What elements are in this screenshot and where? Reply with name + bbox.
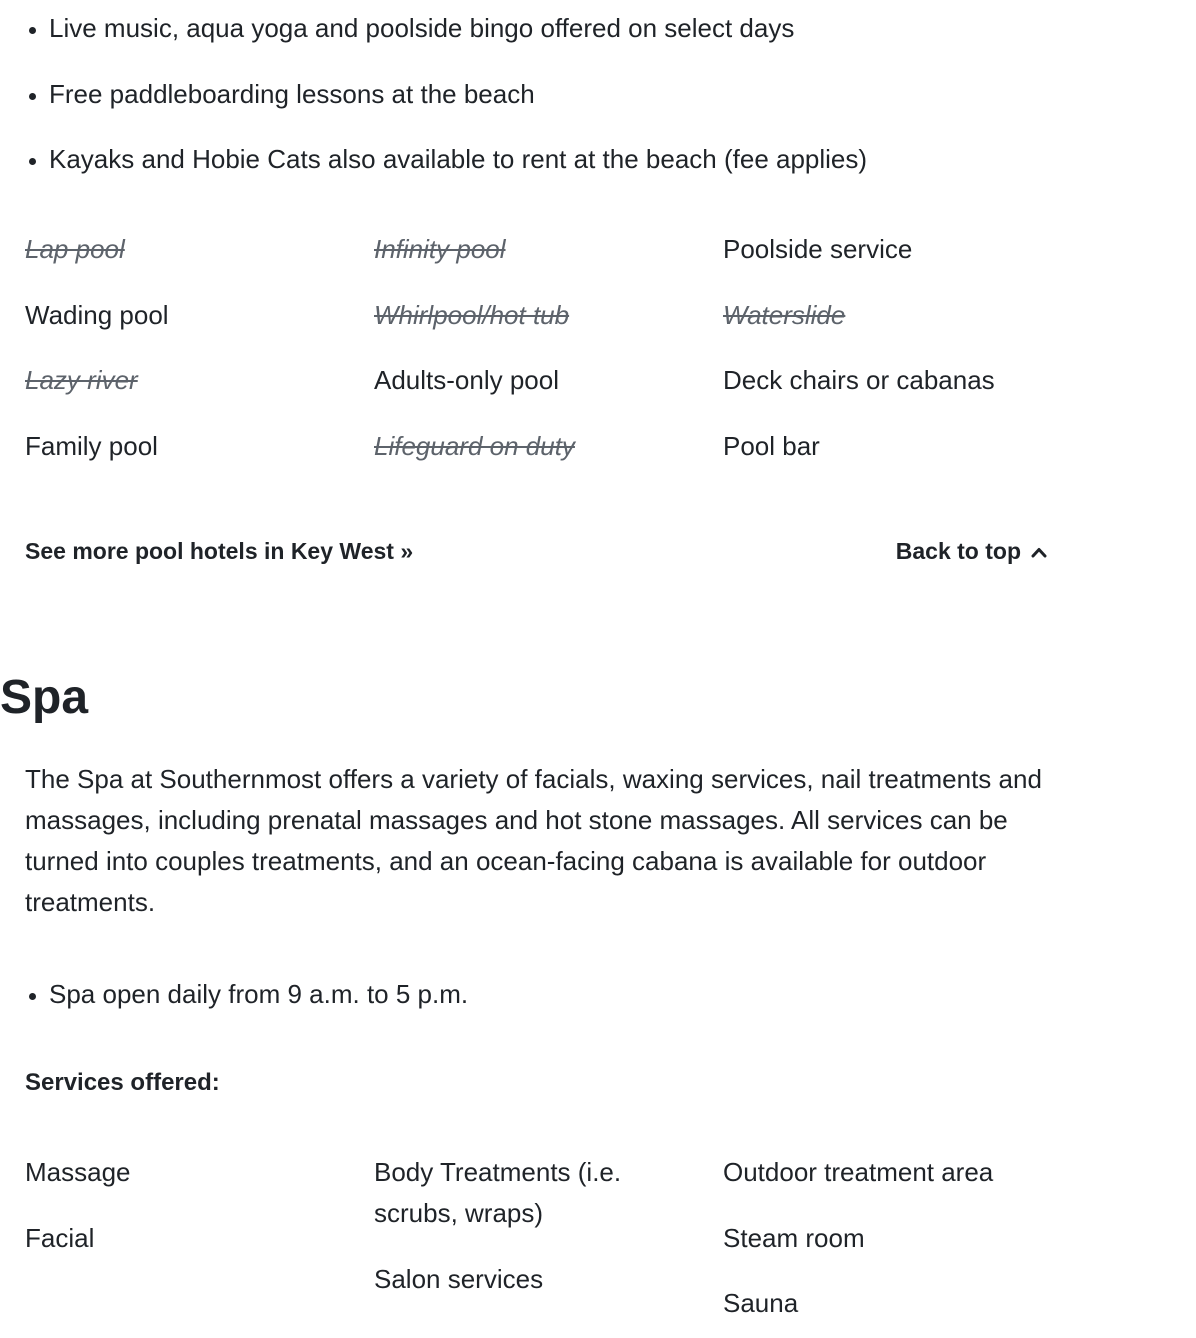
back-to-top-label: Back to top [895, 538, 1021, 564]
service-sauna: Sauna [723, 1288, 799, 1318]
amenity-waterslide: Waterslide [723, 299, 846, 330]
amenity-lazy-river: Lazy river [25, 365, 138, 395]
pool-amenities-grid [25, 217, 1075, 479]
chevron-up-icon [1031, 546, 1047, 558]
amenity-lap-pool: Lap pool [25, 234, 125, 264]
spa-description: The Spa at Southernmost offers a variety of facials, waxing services, nail treatments and massages, including prenatal massages and hot stone massages. All services can be turned into couples treatments, and an ocean-facing cabana is available for outdoor treatments. [25, 764, 1042, 917]
services-offered-label: Services offered: [25, 1069, 220, 1096]
pool-section-links [25, 538, 1047, 565]
service-steam-room: Steam room [723, 1222, 865, 1253]
amenity-adults-only-pool: Adults-only pool [374, 365, 559, 395]
amenity-wading-pool: Wading pool [25, 299, 169, 330]
spa-services-grid [25, 1152, 1075, 1338]
spa-services-column-3 [723, 1152, 1072, 1338]
amenity-infinity-pool: Infinity pool [374, 234, 506, 264]
pool-amenities-column-2 [374, 217, 723, 479]
service-salon: Salon services [374, 1263, 544, 1294]
see-more-pool-hotels-link[interactable]: See more pool hotels in Key West » [25, 538, 414, 564]
amenity-deck-chairs: Deck chairs or cabanas [723, 365, 995, 395]
pool-activity-list [0, 0, 867, 197]
pool-amenities-column-1 [25, 217, 374, 479]
amenity-pool-bar: Pool bar [723, 430, 820, 461]
spa-info-list [0, 966, 468, 1032]
spa-section-heading: Spa [0, 671, 89, 724]
list-item: • Kayaks and Hobie Cats also available to rent at the beach (fee applies) [49, 131, 867, 197]
spa-services-column-2 [374, 1152, 723, 1338]
back-to-top-link[interactable] [896, 538, 1047, 565]
service-massage: Massage [25, 1157, 131, 1187]
amenity-family-pool: Family pool [25, 430, 158, 461]
service-body-treatments: Body Treatments (i.e. scrubs, wraps) [374, 1157, 622, 1228]
amenity-poolside-service: Poolside service [723, 234, 913, 264]
service-outdoor-treatment-area: Outdoor treatment area [723, 1157, 994, 1187]
service-facial: Facial [25, 1222, 95, 1253]
list-item: • Live music, aqua yoga and poolside bingo offered on select days [49, 0, 867, 66]
pool-amenities-column-3 [723, 217, 1072, 479]
amenity-lifeguard: Lifeguard on duty [374, 430, 575, 461]
spa-services-column-1 [25, 1152, 374, 1338]
amenity-whirlpool: Whirlpool/hot tub [374, 299, 570, 330]
list-item: • Spa open daily from 9 a.m. to 5 p.m. [49, 966, 468, 1032]
list-item: • Free paddleboarding lessons at the beach [49, 66, 867, 132]
